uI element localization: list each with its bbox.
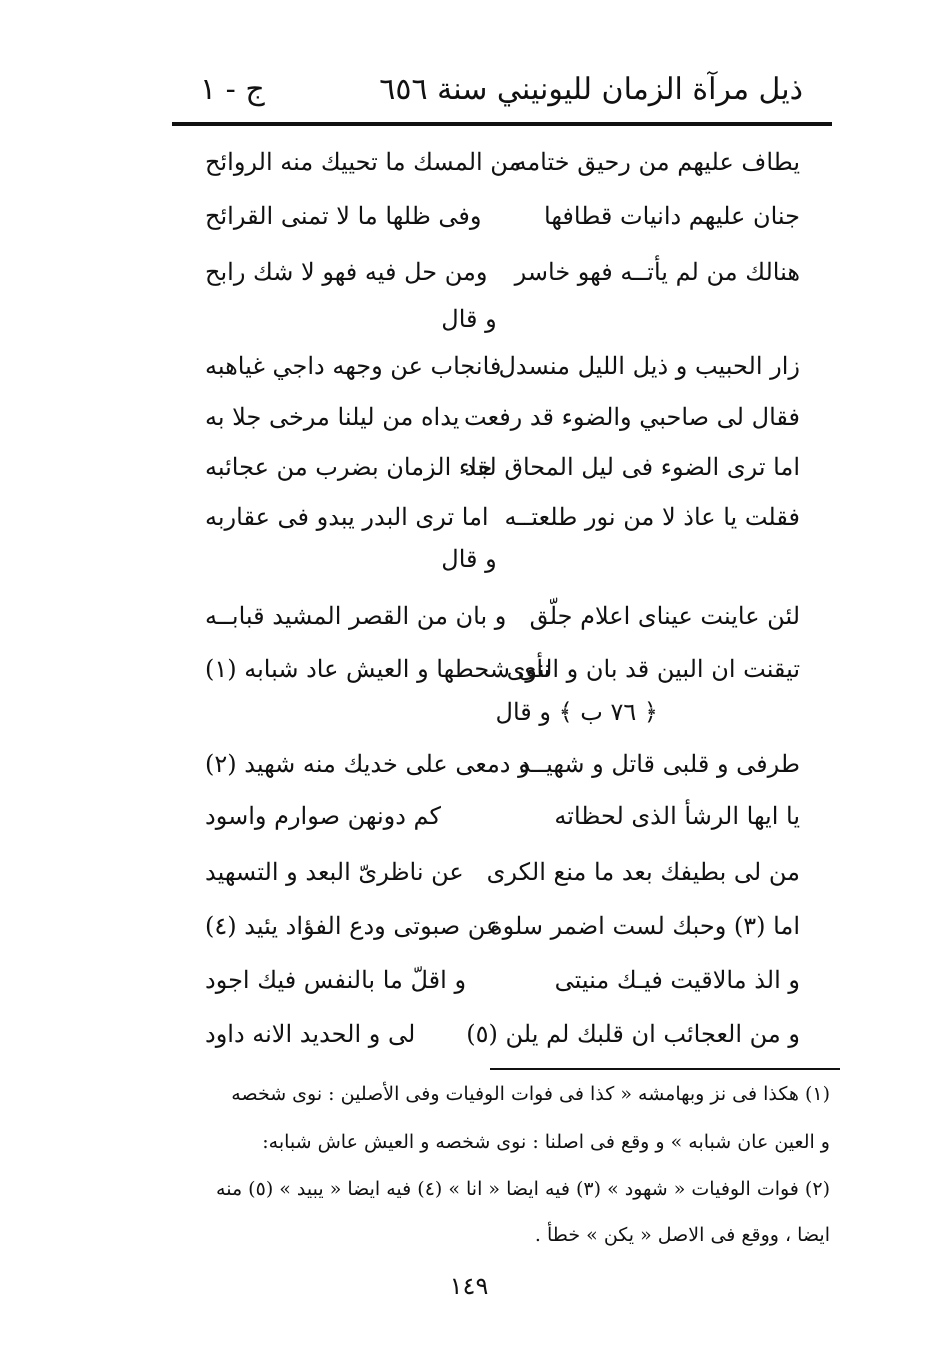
header-rule <box>172 122 832 126</box>
verse-hemistich-first: يا ايها الرشأ الذى لحظاته <box>554 802 800 830</box>
verse-line <box>190 956 830 1006</box>
verse-hemistich-second: عن صبوتى ودع الفؤاد يئيد (٤) <box>205 912 501 940</box>
verse-line <box>190 443 830 493</box>
verse-line <box>190 792 830 842</box>
verse-hemistich-first: اما ترى الضوء فى ليل المحاق لقد <box>464 453 800 481</box>
verse-line <box>190 645 830 695</box>
verse-hemistich-first: اما (٣) وحبك لست اضمر سلوة <box>490 912 800 940</box>
running-header-title: ذيل مرآة الزمان لليونيني سنة ٦٥٦ <box>379 72 803 107</box>
verse-hemistich-first: يطاف عليهم من رحيق ختامه <box>514 148 800 176</box>
verse-hemistich-second: ومن حل فيه فهو لا شك رابح <box>205 258 488 286</box>
verse-line <box>190 342 830 392</box>
folio-marker: ﴿ ٧٦ ب ﴾ و قال <box>495 698 658 726</box>
verse-line <box>190 138 830 188</box>
verse-hemistich-first: من لى بطيفك بعد ما منع الكرى <box>486 858 800 886</box>
verse-hemistich-first: جنان عليهم دانيات قطافها <box>544 202 800 230</box>
verse-hemistich-second: من المسك ما تحييك منه الروائح <box>205 148 522 176</box>
verse-line <box>190 1010 830 1060</box>
footnote-line: (١) هكذا فى نز وبهامشه « كذا فى فوات الوفيات وفى الأصلين : نوى شخصه <box>231 1083 830 1105</box>
verse-hemistich-first: فقال لى صاحبي والضوء قد رفعت <box>464 403 800 431</box>
running-header-volume: ج - ١ <box>200 72 265 107</box>
verse-line <box>190 493 830 543</box>
verse-hemistich-second: فانجاب عن وجهه داجي غياهبه <box>205 352 502 380</box>
verse-hemistich-first: و الذ مالاقيت فيـك منيتى <box>554 966 800 994</box>
verse-line <box>190 902 830 952</box>
verse-line <box>190 592 830 642</box>
footnote-line: و العين عان شبابه » و وقع فى اصلنا : نوى شخصه و العيش عاش شبابه: <box>262 1131 830 1153</box>
verse-hemistich-first: لئن عاينت عيناى اعلام جلّق <box>529 602 800 630</box>
verse-line <box>190 848 830 898</box>
verse-hemistich-second: جاء الزمان بضرب من عجائبه <box>205 453 493 481</box>
verse-line <box>190 192 830 242</box>
footnote-line: (٢) فوات الوفيات « شهود » (٣) فيه ايضا « انا » (٤) فيه ايضا « يبيد » (٥) منه <box>216 1178 830 1200</box>
verse-hemistich-second: اما ترى البدر يبدو فى عقاربه <box>205 503 489 531</box>
page-number: ١٤٩ <box>449 1272 489 1300</box>
verse-hemistich-second: وفى ظلها ما لا تمنى القرائح <box>205 202 482 230</box>
verse-hemistich-first: زار الحبيب و ذيل الليل منسدل <box>498 352 800 380</box>
footnote-line: ايضا ، ووقع فى الاصل « يكن » خطأ . <box>534 1224 830 1246</box>
footnote-rule <box>490 1068 840 1070</box>
verse-hemistich-first: و من العجائب ان قلبك لم يلن (٥) <box>466 1020 800 1048</box>
verse-hemistich-second: و اقلّ ما بالنفس فيك اجود <box>205 966 467 994</box>
verse-hemistich-second: عن ناظرىّ البعد و التسهيد <box>205 858 464 886</box>
poem-intro-label: و قال <box>441 305 497 333</box>
verse-hemistich-second: يداه من ليلنا مرخى جلا به <box>205 403 460 431</box>
verse-hemistich-first: تيقنت ان البين قد بان و النوى <box>506 655 800 683</box>
verse-line <box>190 393 830 443</box>
verse-line <box>190 248 830 298</box>
poem-intro-label: و قال <box>441 545 497 573</box>
verse-hemistich-first: طرفى و قلبى قاتل و شهيــد <box>519 750 800 778</box>
verse-hemistich-second: لى و الحديد الانه داود <box>205 1020 416 1048</box>
verse-hemistich-second: و بان من القصر المشيد قبابــه <box>205 602 507 630</box>
verse-line <box>190 740 830 790</box>
verse-hemistich-second: نأى شحطها و العيش عاد شبابه (١) <box>205 655 551 683</box>
verse-hemistich-first: هنالك من لم يأتــه فهو خاسر <box>514 258 800 286</box>
verse-hemistich-first: فقلت يا عاذ لا من نور طلعتــه <box>504 503 800 531</box>
verse-hemistich-second: و دمعى على خديك منه شهيد (٢) <box>205 750 530 778</box>
verse-hemistich-second: كم دونهن صوارم واسود <box>205 802 441 830</box>
